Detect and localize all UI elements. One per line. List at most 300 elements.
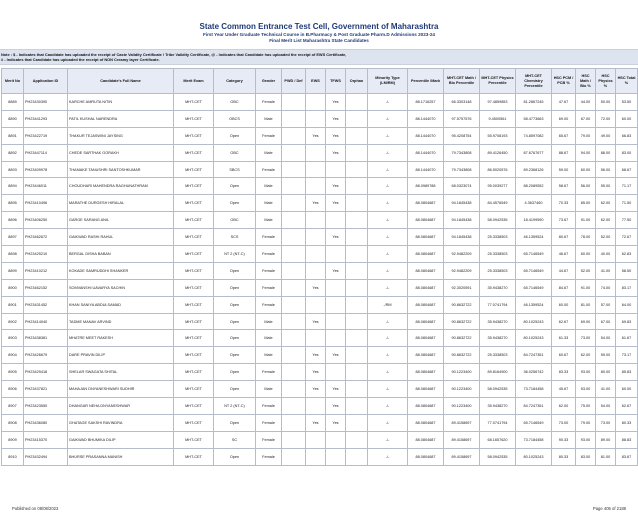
column-header: EWS — [306, 69, 326, 94]
column-header: Merit Exam — [174, 69, 214, 94]
table-cell — [346, 229, 368, 246]
table-cell — [346, 246, 368, 263]
table-cell: 88.0804687 — [408, 195, 444, 212]
table-cell: Yes — [326, 381, 346, 398]
table-cell: MHT-CET — [174, 347, 214, 364]
table-cell: Male — [256, 313, 282, 330]
table-cell: PH23437821 — [24, 381, 68, 398]
table-cell: Female — [256, 296, 282, 313]
table-cell: 94.1845438 — [444, 195, 480, 212]
table-cell: 80.1025243 — [516, 448, 552, 465]
table-cell: Yes — [306, 195, 326, 212]
table-row — [2, 144, 638, 161]
table-cell: SCS — [214, 229, 256, 246]
table-cell: 18.4199590 — [516, 212, 552, 229]
table-cell: CHOUDHARI MAHENDRA RAGHUNATHRAM — [68, 178, 174, 195]
table-cell: 58.4773663 — [516, 110, 552, 127]
table-cell: MHT-CET — [174, 431, 214, 448]
table-cell: 84.4576549 — [480, 195, 516, 212]
table-cell: Open — [214, 381, 256, 398]
table-cell — [306, 178, 326, 195]
table-cell: 70.33 — [552, 195, 576, 212]
table-cell: 9.4500561 — [480, 110, 516, 127]
table-cell: Open — [214, 195, 256, 212]
table-cell: SC — [214, 431, 256, 448]
table-cell — [346, 381, 368, 398]
table-cell: Yes — [326, 229, 346, 246]
table-cell: MHT-CET — [174, 229, 214, 246]
table-cell: Female — [256, 414, 282, 431]
table-cell: Yes — [326, 144, 346, 161]
table-cell: 88.00 — [596, 144, 616, 161]
table-cell: -/- — [368, 161, 408, 178]
table-cell: MHATRE MEET RAKESH — [68, 330, 174, 347]
table-cell — [282, 144, 306, 161]
table-cell — [346, 127, 368, 144]
table-cell — [306, 212, 326, 229]
table-cell: Female — [256, 262, 282, 279]
table-cell: 50.00 — [596, 94, 616, 111]
column-header: MHT-CET Chemistry Percentile — [516, 69, 552, 94]
table-cell: -/- — [368, 448, 408, 465]
table-cell: Male — [256, 347, 282, 364]
table-cell: 79.7343808 — [444, 144, 480, 161]
table-cell: PH23409978 — [24, 161, 68, 178]
table-cell: KOKADE SAMRUDDHI SHANKER — [68, 262, 174, 279]
table-cell: 88.0804687 — [408, 347, 444, 364]
table-cell: PH23446011 — [24, 178, 68, 195]
table-cell: Yes — [326, 110, 346, 127]
table-cell: 81.00 — [576, 296, 596, 313]
table-cell: 65.7146549 — [516, 262, 552, 279]
table-cell: 8904 — [2, 347, 24, 364]
table-cell: 93.00 — [576, 364, 596, 381]
table-cell — [282, 94, 306, 111]
table-cell: PH23425210 — [24, 246, 68, 263]
table-cell: -/- — [368, 110, 408, 127]
table-cell: 8902 — [2, 313, 24, 330]
table-cell: Yes — [326, 195, 346, 212]
table-cell: 59.00 — [596, 347, 616, 364]
table-cell: Open — [214, 414, 256, 431]
table-cell: 95.0039277 — [480, 178, 516, 195]
table-cell: 58.0942535 — [480, 381, 516, 398]
table-cell: Female — [256, 229, 282, 246]
table-cell: 79.00 — [576, 127, 596, 144]
table-cell: 66.3303148 — [444, 94, 480, 111]
table-cell: 89.4126450 — [480, 144, 516, 161]
table-cell: 8900 — [2, 279, 24, 296]
column-header: HSC Math / Bio % — [576, 69, 596, 94]
table-cell: 91.00 — [576, 279, 596, 296]
table-cell — [282, 127, 306, 144]
table-cell: 56.00 — [596, 161, 616, 178]
table-cell: PH23410496 — [24, 195, 68, 212]
table-row — [2, 313, 638, 330]
table-cell: -/- — [368, 330, 408, 347]
table-cell: 60.00 — [576, 161, 596, 178]
table-cell: 88.67 — [552, 144, 576, 161]
table-cell: PH23422719 — [24, 127, 68, 144]
table-cell: 72.67 — [616, 229, 638, 246]
table-cell: Female — [256, 94, 282, 111]
table-cell: -/- — [368, 94, 408, 111]
table-cell: MHT-CET — [174, 313, 214, 330]
table-cell: 84.7247351 — [516, 398, 552, 415]
table-cell: 80.33 — [552, 448, 576, 465]
table-cell: 90.1223400 — [444, 381, 480, 398]
table-cell: 58.0942535 — [480, 448, 516, 465]
table-cell: Female — [256, 448, 282, 465]
table-cell: 73.17 — [616, 347, 638, 364]
table-cell — [346, 212, 368, 229]
table-cell: 90.8632722 — [444, 347, 480, 364]
table-cell: 41.00 — [596, 381, 616, 398]
table-cell — [346, 364, 368, 381]
table-cell: 25.3338503 — [480, 246, 516, 263]
table-cell: -/- — [368, 229, 408, 246]
table-cell: 89.2368126 — [516, 161, 552, 178]
table-cell: MHT-CET — [174, 398, 214, 415]
table-cell: 95.4208754 — [444, 127, 480, 144]
column-header: Percentile /Mark — [408, 69, 444, 94]
table-cell: Yes — [326, 127, 346, 144]
table-cell: 88.0804687 — [408, 279, 444, 296]
table-cell: PH23436080 — [24, 414, 68, 431]
table-row — [2, 279, 638, 296]
table-cell: 46.1359524 — [516, 229, 552, 246]
table-cell: KARCHE AMRUTA NITIN — [68, 94, 174, 111]
table-cell: 88.1444070 — [408, 127, 444, 144]
table-row — [2, 296, 638, 313]
table-cell — [306, 431, 326, 448]
table-cell: 66.83 — [616, 127, 638, 144]
table-cell: 8890 — [2, 110, 24, 127]
notes-box — [0, 49, 638, 65]
table-cell: PH23429418 — [24, 364, 68, 381]
table-cell: 53.00 — [576, 381, 596, 398]
table-cell — [282, 229, 306, 246]
table-cell: 55.9708193 — [480, 127, 516, 144]
table-cell: 92.3020591 — [444, 279, 480, 296]
table-cell: -/- — [368, 431, 408, 448]
table-cell — [326, 364, 346, 381]
page-subtitle: First Year Under Graduate Technical Course in B.Pharmacy & Post Graduate Pharm.D Admissions 2023-24 — [203, 32, 435, 37]
table-cell: 83.17 — [616, 279, 638, 296]
table-cell: -/- — [368, 262, 408, 279]
table-cell — [282, 364, 306, 381]
table-cell — [306, 110, 326, 127]
table-cell: 35.9438270 — [480, 279, 516, 296]
table-cell: Male — [256, 110, 282, 127]
table-cell: 77.0741794 — [480, 414, 516, 431]
table-cell: 49.00 — [596, 127, 616, 144]
table-cell: 88.1444070 — [408, 144, 444, 161]
table-cell: Male — [256, 144, 282, 161]
table-row — [2, 364, 638, 381]
table-cell: 80.1025243 — [516, 330, 552, 347]
table-cell: 73.00 — [576, 330, 596, 347]
table-cell: Yes — [326, 94, 346, 111]
table-cell: 92.9482209 — [444, 262, 480, 279]
table-cell: PH23423550 — [24, 398, 68, 415]
table-cell: TADME MANAV ARVIND — [68, 313, 174, 330]
table-cell: SBCS — [214, 161, 256, 178]
table-cell: 8910 — [2, 448, 24, 465]
table-cell — [282, 414, 306, 431]
table-cell: 68.67 — [616, 161, 638, 178]
table-cell: Open — [214, 330, 256, 347]
table-cell: GHATAGE SAKSHI RAVINDRA — [68, 414, 174, 431]
table-cell: 44.67 — [552, 262, 576, 279]
table-cell: Female — [256, 127, 282, 144]
table-cell: 92.9482209 — [444, 246, 480, 263]
column-header: TFWS — [326, 69, 346, 94]
table-cell: DARE PRAVIN DILIP — [68, 347, 174, 364]
table-cell: 46.67 — [552, 246, 576, 263]
table-row — [2, 431, 638, 448]
table-cell — [346, 110, 368, 127]
table-cell — [346, 414, 368, 431]
table-cell: 88.1444070 — [408, 161, 444, 178]
table-cell: Yes — [326, 178, 346, 195]
table-cell: 8903 — [2, 330, 24, 347]
table-cell: -/- — [368, 144, 408, 161]
table-cell: 88.0804687 — [408, 313, 444, 330]
table-cell — [326, 161, 346, 178]
table-cell: MHT-CET — [174, 296, 214, 313]
table-cell: PATIL KUSHAL NARENDRA — [68, 110, 174, 127]
table-cell — [346, 448, 368, 465]
table-cell — [306, 262, 326, 279]
table-cell: 73.7184458 — [516, 381, 552, 398]
table-row — [2, 262, 638, 279]
table-cell — [346, 398, 368, 415]
table-cell: Yes — [326, 398, 346, 415]
table-cell — [306, 94, 326, 111]
table-cell: 60.67 — [552, 347, 576, 364]
table-cell: 73.00 — [596, 414, 616, 431]
table-cell: 65.7146549 — [516, 414, 552, 431]
table-cell: 69.00 — [552, 110, 576, 127]
table-cell — [282, 330, 306, 347]
table-cell: 58.67 — [552, 178, 576, 195]
table-cell: 44.00 — [576, 94, 596, 111]
table-cell: 79.00 — [576, 414, 596, 431]
table-cell: PH23414040 — [24, 313, 68, 330]
table-cell: Male — [256, 178, 282, 195]
table-cell: THAKUR TEJASWINI JAYSING — [68, 127, 174, 144]
table-cell: 88.1716257 — [408, 94, 444, 111]
table-cell: 88.2089552 — [516, 178, 552, 195]
table-cell: 88.1444070 — [408, 110, 444, 127]
table-cell: 80.33 — [616, 414, 638, 431]
table-cell — [326, 313, 346, 330]
table-cell — [346, 195, 368, 212]
table-cell: 57.00 — [596, 296, 616, 313]
column-header: Orphan — [346, 69, 368, 94]
table-cell: Open — [214, 364, 256, 381]
table-cell — [346, 330, 368, 347]
table-cell: MHT-CET — [174, 110, 214, 127]
table-cell: 80.67 — [552, 229, 576, 246]
table-cell — [346, 431, 368, 448]
table-cell: 97.5757576 — [444, 110, 480, 127]
table-cell: 55.00 — [596, 178, 616, 195]
table-cell: 25.3338503 — [480, 347, 516, 364]
table-cell — [346, 296, 368, 313]
column-header: Category — [214, 69, 256, 94]
table-cell — [346, 161, 368, 178]
table-cell — [282, 212, 306, 229]
table-cell: 35.9438270 — [480, 313, 516, 330]
table-cell: MHT-CET — [174, 364, 214, 381]
table-cell — [282, 110, 306, 127]
column-header: Application ID — [24, 69, 68, 94]
table-cell: Female — [256, 246, 282, 263]
column-header: HSC Physics % — [596, 69, 616, 94]
table-cell: THAMAKE TANUSHRI SANTOSHKUMAR — [68, 161, 174, 178]
table-cell: 73.67 — [552, 212, 576, 229]
table-cell: 91.00 — [576, 212, 596, 229]
table-cell: 62.00 — [576, 347, 596, 364]
table-cell: PH23462672 — [24, 229, 68, 246]
column-header: Merit No — [2, 69, 24, 94]
table-cell: Yes — [306, 414, 326, 431]
table-cell: GAIKWAD BHUMIKA DILIP — [68, 431, 174, 448]
column-header: MHT-CET Math / Bio Percentile — [444, 69, 480, 94]
table-cell: -/RM — [368, 296, 408, 313]
page-number: Page 405 of 2188 — [592, 506, 626, 511]
table-cell: 77.0741794 — [480, 296, 516, 313]
table-cell: 58.50 — [616, 262, 638, 279]
table-cell: -/- — [368, 347, 408, 364]
table-cell — [326, 212, 346, 229]
table-cell — [346, 347, 368, 364]
table-cell: PH23432494 — [24, 448, 68, 465]
table-cell — [282, 246, 306, 263]
table-row — [2, 195, 638, 212]
table-cell — [282, 178, 306, 195]
table-cell: 62.67 — [552, 313, 576, 330]
table-cell: 80.00 — [596, 364, 616, 381]
table-cell: 25.3338503 — [480, 262, 516, 279]
table-cell: 8905 — [2, 364, 24, 381]
table-row — [2, 127, 638, 144]
table-cell: -/- — [368, 313, 408, 330]
table-cell: -/- — [368, 398, 408, 415]
table-cell: MHT-CET — [174, 161, 214, 178]
table-cell: 62.67 — [616, 398, 638, 415]
table-body — [2, 94, 638, 466]
table-cell: 65.7146549 — [516, 279, 552, 296]
column-header: HSC PCM / PCB % — [552, 69, 576, 94]
table-cell: 52.00 — [596, 229, 616, 246]
table-cell: 83.33 — [552, 364, 576, 381]
table-cell: DHANGAR NEHA DNYANESHWAR — [68, 398, 174, 415]
table-cell: 90.1223400 — [444, 398, 480, 415]
table-cell — [306, 246, 326, 263]
table-cell: PH23441293 — [24, 110, 68, 127]
table-cell: MHT-CET — [174, 330, 214, 347]
table-cell: MHT-CET — [174, 212, 214, 229]
table-cell: 83.00 — [576, 448, 596, 465]
table-cell: 62.00 — [596, 195, 616, 212]
table-cell: SHELAR SWAGATA SHITAL — [68, 364, 174, 381]
table-cell: 89.4158697 — [444, 431, 480, 448]
table-cell: 62.00 — [552, 398, 576, 415]
table-cell: 4.3637460 — [516, 195, 552, 212]
table-cell: 90.8632722 — [444, 330, 480, 347]
column-header: Candidate's Full Name — [68, 69, 174, 94]
table-cell: 73.00 — [552, 414, 576, 431]
table-cell: 8899 — [2, 262, 24, 279]
table-cell: 89.00 — [596, 431, 616, 448]
table-cell: 88.0804687 — [408, 448, 444, 465]
table-cell: MHT-CET — [174, 144, 214, 161]
table-cell: 88.0804687 — [408, 330, 444, 347]
column-header: PWD / Def — [282, 69, 306, 94]
table-cell: Yes — [306, 127, 326, 144]
table-cell: 88.0804687 — [408, 296, 444, 313]
table-cell: Yes — [306, 347, 326, 364]
column-header: Gender — [256, 69, 282, 94]
table-cell: 69.83 — [616, 313, 638, 330]
table-row — [2, 448, 638, 465]
table-cell: -/- — [368, 178, 408, 195]
table-cell: 87.6767677 — [516, 144, 552, 161]
table-cell: 93.00 — [576, 431, 596, 448]
table-cell: 71.50 — [616, 195, 638, 212]
table-cell — [282, 296, 306, 313]
table-cell: 8907 — [2, 398, 24, 415]
table-cell — [282, 195, 306, 212]
table-cell: PH23431452 — [24, 296, 68, 313]
table-cell: Yes — [306, 279, 326, 296]
table-cell: 8908 — [2, 414, 24, 431]
table-cell: MHT-CET — [174, 127, 214, 144]
table-row — [2, 229, 638, 246]
table-cell: 8909 — [2, 431, 24, 448]
table-cell: 88.0804687 — [408, 246, 444, 263]
table-cell — [282, 381, 306, 398]
table-cell: -/- — [368, 127, 408, 144]
note-line-1: Note : $ - Indicates that Candidate has uploaded the receipt of Caste Validity Certificate / Tribe Validity Certificate, @ - Indicates that Candidate has uploaded the receipt of EWS Certificate, — [1, 52, 347, 57]
table-cell: 61.67 — [616, 330, 638, 347]
table-cell: Yes — [326, 347, 346, 364]
note-line-2: # - Indicates that Candidate has uploaded the receipt of NON Creamy layer Certificate. — [1, 57, 160, 62]
table-cell: -/- — [368, 195, 408, 212]
table-cell: 88.0804687 — [408, 398, 444, 415]
table-cell: MHT-CET — [174, 94, 214, 111]
table-cell: 69.00 — [576, 313, 596, 330]
table-cell — [346, 313, 368, 330]
table-cell: 8892 — [2, 144, 24, 161]
table-cell: Male — [256, 330, 282, 347]
table-cell: Female — [256, 279, 282, 296]
table-row — [2, 212, 638, 229]
table-cell: PH23430390 — [24, 94, 68, 111]
table-cell: 8897 — [2, 229, 24, 246]
table-cell: MHT-CET — [174, 414, 214, 431]
table-cell: 60.00 — [616, 381, 638, 398]
table-cell: 8889 — [2, 94, 24, 111]
table-cell — [282, 398, 306, 415]
table-cell: 88.0804687 — [408, 381, 444, 398]
table-cell: GARGE SARANG ANIL — [68, 212, 174, 229]
table-cell — [282, 431, 306, 448]
table-cell: 83.00 — [616, 144, 638, 161]
